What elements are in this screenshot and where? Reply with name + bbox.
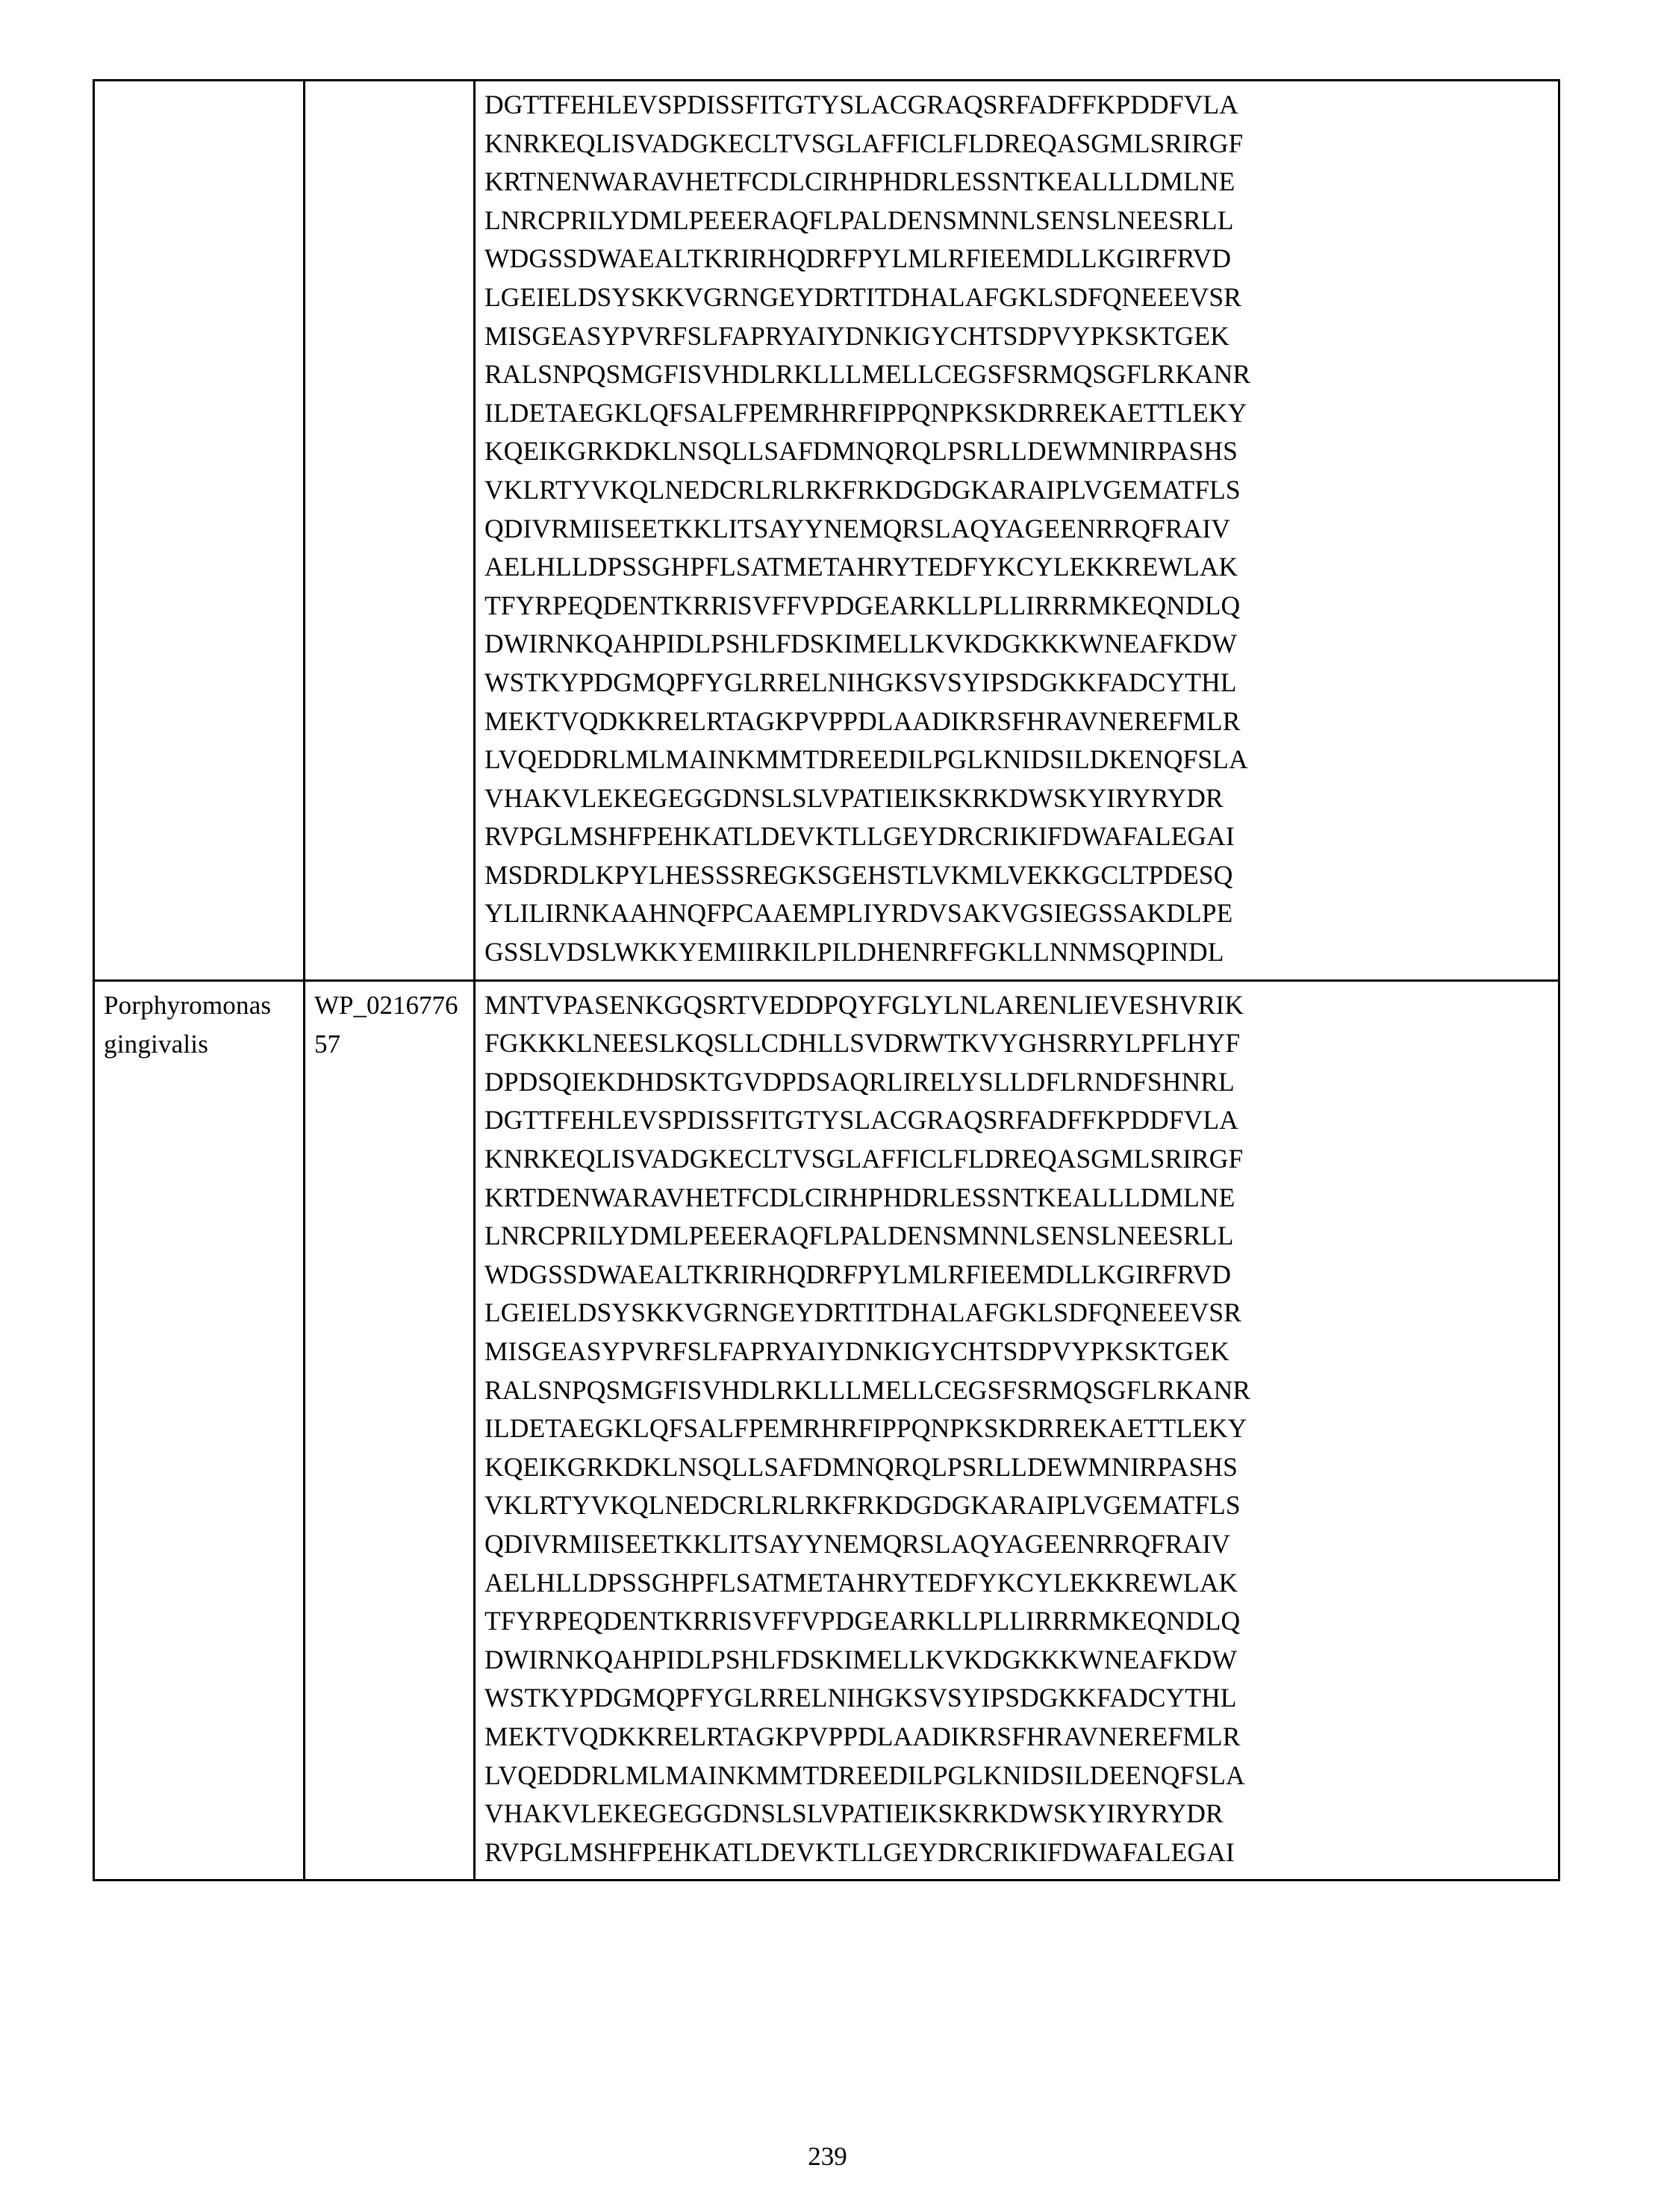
sequence-line: WSTKYPDGMQPFYGLRRELNIHGKSVSYIPSDGKKFADCYTHL	[484, 1683, 1237, 1713]
sequence-line: FGKKKLNEESLKQSLLCDHLLSVDRWTKVYGHSRRYLPFLHYF	[484, 1028, 1241, 1059]
sequence-line: RALSNPQSMGFISVHDLRKLLLMELLCEGSFSRMQSGFLRKANR	[484, 359, 1251, 390]
sequence-line: KRTDENWARAVHETFCDLCIRHPHDRLESSNTKEALLLDMLNE	[484, 1182, 1235, 1212]
sequence-line: VHAKVLEKEGEGGDNSLSLVPATIEIKSKRKDWSKYIRYRYDR	[484, 782, 1224, 813]
sequence-line: KNRKEQLISVADGKECLTVSGLAFFICLFLDREQASGMLSRIRGF	[484, 128, 1244, 158]
accession-cell	[305, 980, 475, 1881]
sequence-line: WDGSSDWAEALTKRIRHQDRFPYLMLRFIEEMDLLKGIRFRVD	[484, 243, 1232, 274]
sequence-line: RVPGLMSHFPEHKATLDEVKTLLGEYDRCRIKIFDWAFALEGAI	[484, 821, 1235, 852]
sequence-line: TFYRPEQDENTKRRISVFFVPDGEARKLLPLLIRRRMKEQNDLQ	[484, 1606, 1241, 1636]
table-row	[94, 81, 1559, 981]
sequence-line: LVQEDDRLMLMAINKMMTDREEDILPGLKNIDSILDEENQFSLA	[484, 1760, 1245, 1790]
sequence-line: KRTNENWARAVHETFCDLCIRHPHDRLESSNTKEALLLDMLNE	[484, 166, 1235, 197]
sequence-line: LVQEDDRLMLMAINKMMTDREEDILPGLKNIDSILDKENQFSLA	[484, 744, 1248, 775]
sequence-line: AELHLLDPSSGHPFLSATMETAHRYTEDFYKCYLEKKREWLAK	[484, 1567, 1238, 1598]
sequence-line: KNRKEQLISVADGKECLTVSGLAFFICLFLDREQASGMLSRIRGF	[484, 1144, 1244, 1174]
sequence-line: MEKTVQDKKRELRTAGKPVPPDLAADIKRSFHRAVNEREFMLR	[484, 705, 1241, 736]
sequence-line: MSDRDLKPYLHESSSREGKSGEHSTLVKMLVEKKGCLTPDESQ	[484, 859, 1233, 890]
sequence-line: MISGEASYPVRFSLFAPRYAIYDNKIGYCHTSDPVYPKSKTGEK	[484, 1336, 1229, 1366]
sequence-line: MISGEASYPVRFSLFAPRYAIYDNKIGYCHTSDPVYPKSKTGEK	[484, 320, 1229, 351]
sequence-line: LNRCPRILYDMLPEEERAQFLPALDENSMNNLSENSLNEESRLL	[484, 205, 1234, 235]
sequence-line: LNRCPRILYDMLPEEERAQFLPALDENSMNNLSENSLNEESRLL	[484, 1221, 1234, 1251]
sequence-line: VKLRTYVKQLNEDCRLRLRKFRKDGDGKARAIPLVGEMATFLS	[484, 1490, 1241, 1521]
sequence-cell	[475, 980, 1559, 1881]
sequence-line: YLILIRNKAAHNQFPCAAEMPLIYRDVSAKVGSIEGSSAKDLPE	[484, 898, 1233, 929]
protein-sequence	[484, 86, 1550, 972]
sequence-line: QDIVRMIISEETKKLITSAYYNEMQRSLAQYAGEENRRQFRAIV	[484, 513, 1231, 543]
sequence-line: KQEIKGRKDKLNSQLLSAFDMNQRQLPSRLLDEWMNIRPASHS	[484, 1451, 1238, 1482]
sequence-table	[93, 79, 1560, 1881]
sequence-line: MEKTVQDKKRELRTAGKPVPPDLAADIKRSFHRAVNEREFMLR	[484, 1721, 1241, 1751]
sequence-line: DPDSQIEKDHDSKTGVDPDSAQRLIRELYSLLDFLRNDFSHNRL	[484, 1066, 1235, 1097]
sequence-line: RVPGLMSHFPEHKATLDEVKTLLGEYDRCRIKIFDWAFALEGAI	[484, 1836, 1235, 1867]
sequence-line: TFYRPEQDENTKRRISVFFVPDGEARKLLPLLIRRRMKEQNDLQ	[484, 590, 1241, 620]
sequence-line: KQEIKGRKDKLNSQLLSAFDMNQRQLPSRLLDEWMNIRPASHS	[484, 436, 1238, 467]
page-number: 239	[808, 2142, 847, 2171]
accession-cell	[305, 81, 475, 981]
sequence-line: AELHLLDPSSGHPFLSATMETAHRYTEDFYKCYLEKKREWLAK	[484, 552, 1238, 582]
sequence-line: LGEIELDSYSKKVGRNGEYDRTITDHALAFGKLSDFQNEEEVSR	[484, 281, 1242, 312]
sequence-line: WDGSSDWAEALTKRIRHQDRFPYLMLRFIEEMDLLKGIRFRVD	[484, 1259, 1232, 1289]
sequence-line: DGTTFEHLEVSPDISSFITGTYSLACGRAQSRFADFFKPDDFVLA	[484, 90, 1238, 119]
sequence-line: DWIRNKQAHPIDLPSHLFDSKIMELLKVKDGKKKWNEAFKDW	[484, 1644, 1238, 1674]
sequence-line: WSTKYPDGMQPFYGLRRELNIHGKSVSYIPSDGKKFADCYTHL	[484, 667, 1237, 697]
accession-number: WP_021677657	[314, 990, 458, 1059]
sequence-line: DWIRNKQAHPIDLPSHLFDSKIMELLKVKDGKKKWNEAFKDW	[484, 629, 1238, 659]
sequence-line: QDIVRMIISEETKKLITSAYYNEMQRSLAQYAGEENRRQFRAIV	[484, 1528, 1231, 1559]
table-row	[94, 980, 1559, 1881]
sequence-line: VKLRTYVKQLNEDCRLRLRKFRKDGDGKARAIPLVGEMATFLS	[484, 474, 1241, 505]
sequence-line: ILDETAEGKLQFSALFPEMRHRFIPPQNPKSKDRREKAETTLEKY	[484, 1413, 1247, 1444]
protein-sequence	[484, 986, 1550, 1872]
organism-name: Porphyromonas gingivalis	[104, 990, 272, 1059]
organism-cell	[94, 980, 305, 1881]
sequence-line: MNTVPASENKGQSRTVEDDPQYFGLYLNLARENLIEVESHVRIK	[484, 989, 1244, 1020]
sequence-line: ILDETAEGKLQFSALFPEMRHRFIPPQNPKSKDRREKAETTLEKY	[484, 397, 1247, 428]
organism-cell	[94, 81, 305, 981]
sequence-line: VHAKVLEKEGEGGDNSLSLVPATIEIKSKRKDWSKYIRYRYDR	[484, 1798, 1224, 1829]
sequence-line: LGEIELDSYSKKVGRNGEYDRTITDHALAFGKLSDFQNEEEVSR	[484, 1297, 1242, 1328]
sequence-line: RALSNPQSMGFISVHDLRKLLLMELLCEGSFSRMQSGFLRKANR	[484, 1374, 1251, 1405]
sequence-line: GSSLVDSLWKKYEMIIRKILPILDHENRFFGKLLNNMSQPINDL	[484, 937, 1224, 968]
sequence-table-container	[93, 79, 1560, 1881]
sequence-cell	[475, 81, 1559, 981]
sequence-line: DGTTFEHLEVSPDISSFITGTYSLACGRAQSRFADFFKPDDFVLA	[484, 1105, 1238, 1135]
